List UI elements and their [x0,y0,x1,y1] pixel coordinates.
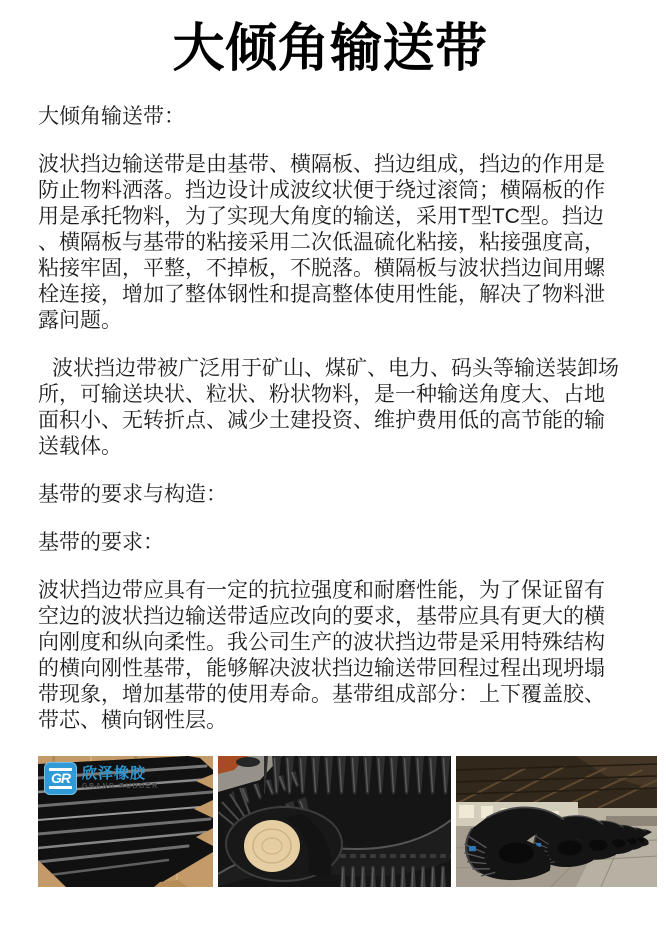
intro-label: 大倾角输送带： [38,105,185,128]
product-photo-sidewall-closeup [38,756,213,887]
logo-monogram: GR [49,768,72,789]
product-photo-warehouse [456,756,657,887]
product-photo-rolled-belt [218,756,451,887]
page-title: 大倾角输送带 [172,20,488,78]
grand-rubber-logo [44,762,159,795]
logo-name-cn: 欣泽橡胶 [82,765,147,782]
warehouse-graphic [456,756,657,887]
grand-rubber-logo-icon [44,762,77,795]
article-page [0,18,666,887]
logo-name-en: GRAND RUBBER [82,783,159,790]
paragraph-base-belt-details: 波状挡边带应具有一定的抗拉强度和耐磨性能，为了保证留有空边的波状挡边输送带适应改向的要求，基带应具有更大的横向刚度和纵向柔性。我公司生产的波状挡边带是采用特殊结构的横向刚性基带，能够解决波状挡边输送带回程过程出现坍塌带现象，增加基带的使用寿命。基带组成部分：上下覆盖胶、带芯、横向钢性层。 [38,579,605,732]
section-heading-base-belt-construction: 基带的要求与构造： [38,483,227,506]
paragraph-belt-structure: 波状挡边输送带是由基带、横隔板、挡边组成，挡边的作用是防止物料洒落。挡边设计成波纹状便于绕过滚筒；横隔板的作用是承托物料，为了实现大角度的输送，采用T型TC型。挡边、横隔板与基带的粘接采用二次低温硫化粘接，粘接强度高，粘接牢固，平整，不掉板，不脱落。横隔板与波状挡边间用螺栓连接，增加了整体钢性和提高整体使用性能，解决了物料泄露问题。 [38,153,605,332]
paragraph-belt-applications: 波状挡边带被广泛用于矿山、煤矿、电力、码头等输送装卸场所，可输送块状、粒状、粉状物料，是一种输送角度大、占地面积小、无转折点、减少土建投资、维护费用低的高节能的输送载体。 [38,357,619,458]
rolled-belt-graphic [218,756,451,887]
section-heading-base-belt-requirement: 基带的要求： [38,531,164,554]
product-photos-row [38,756,657,887]
fins-bottom [336,854,451,887]
